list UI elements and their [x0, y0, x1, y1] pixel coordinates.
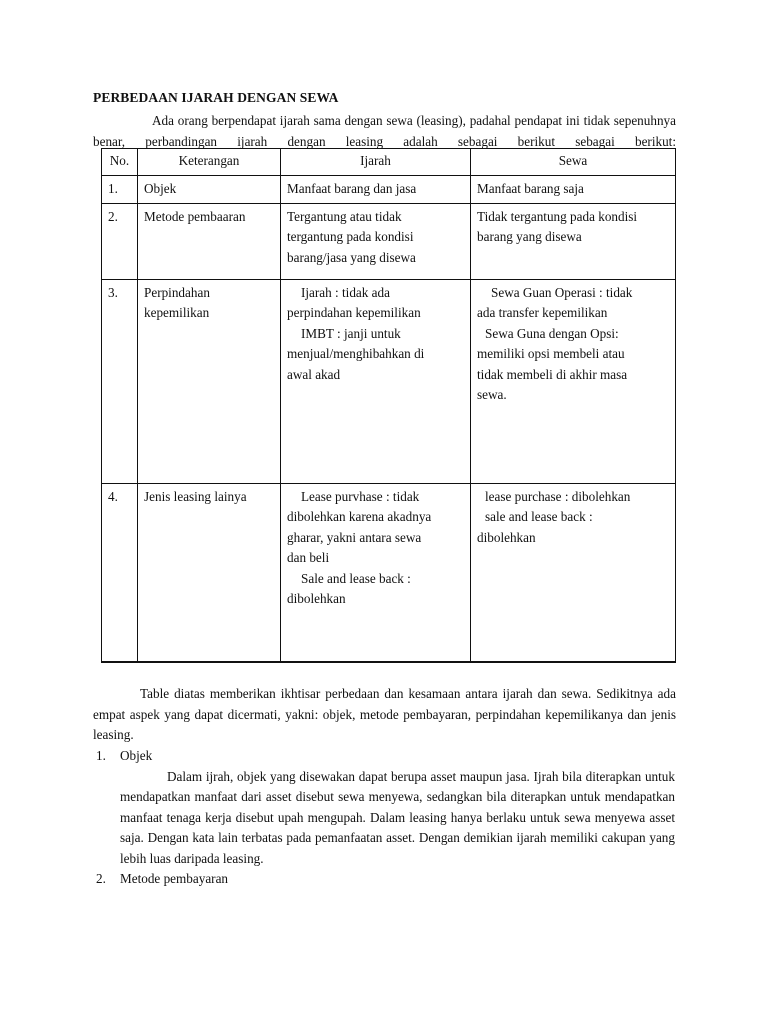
- cell-line: Lease purvhase : tidak: [301, 488, 420, 504]
- cell-keterangan: [138, 483, 281, 662]
- cell-line: dibolehkan: [477, 529, 536, 545]
- cell-sewa: [471, 175, 676, 203]
- cell-line: dibolehkan karena akadnya: [287, 509, 432, 524]
- cell-line: Metode pembaaran: [144, 208, 246, 224]
- summary-text: Table diatas memberikan ikhtisar perbedaan dan kesamaan antara ijarah dan sewa. Sedikitnya ada empat aspek yang dapat dicermati, yakni: objek, metode pembayaran, perpindahan kepemilikanya dan jenis leasing.: [93, 686, 676, 742]
- cell-line: Tergantung atau tidak: [287, 208, 402, 224]
- cell-line: kepemilikan: [144, 305, 210, 320]
- cell-line: sale and lease back :: [485, 509, 593, 524]
- cell-line: Sale and lease back :: [301, 570, 411, 586]
- page-title: PERBEDAAN IJARAH DENGAN SEWA: [93, 90, 339, 105]
- cell-line: Perpindahan: [144, 284, 210, 300]
- cell-no: 1.: [102, 175, 138, 203]
- cell-line: IMBT : janji untuk: [301, 325, 401, 341]
- cell-line: Manfaat barang saja: [477, 180, 584, 196]
- table-header-row: [102, 149, 676, 176]
- cell-line: tergantung pada kondisi: [287, 229, 414, 244]
- cell-line: Tidak tergantung pada kondisi: [477, 208, 638, 224]
- cell-ijarah: [281, 203, 471, 279]
- cell-line: awal akad: [287, 366, 341, 382]
- table-row: [102, 203, 676, 279]
- cell-ijarah: [281, 279, 471, 483]
- header-ijarah: Ijarah: [281, 149, 471, 176]
- cell-line: lease purchase : dibolehkan: [485, 488, 631, 504]
- intro-paragraph: [93, 111, 676, 152]
- cell-line: sewa.: [477, 387, 507, 402]
- cell-line: tidak membeli di akhir masa: [477, 366, 628, 382]
- cell-line: Objek: [144, 180, 177, 196]
- list-heading: Metode pembayaran: [120, 871, 229, 886]
- cell-line: Jenis leasing lainya: [144, 488, 247, 504]
- cell-keterangan: [138, 279, 281, 483]
- list-body-text: Dalam ijrah, objek yang disewakan dapat berupa asset maupun jasa. Ijrah bila diterapkan untuk mendapatkan manfaat dari asset disebut sewa menyewa, sedangkan bila diterapkan untuk mendapatkan manfaat tenaga kerja disebut upah mengupah. Dalam leasing hanya berlaku untuk sewa menyewa asset saja. Dengan kata lain terbatas pada pemanfaatan asset. Dengan demikian ijarah memiliki cakupan yang lebih luas daripada leasing.: [120, 768, 675, 866]
- cell-line: Ijarah : tidak ada: [301, 284, 390, 300]
- cell-line: menjual/menghibahkan di: [287, 346, 425, 361]
- cell-no: 3.: [102, 279, 138, 483]
- table-row: [102, 483, 676, 662]
- cell-line: ada transfer kepemilikan: [477, 305, 608, 320]
- list-number: 1.: [96, 748, 106, 763]
- cell-ijarah: [281, 483, 471, 662]
- cell-keterangan: [138, 203, 281, 279]
- cell-ijarah: [281, 175, 471, 203]
- cell-line: Sewa Guan Operasi : tidak: [491, 284, 633, 300]
- cell-line: barang/jasa yang disewa: [287, 249, 416, 265]
- cell-keterangan: [138, 175, 281, 203]
- cell-line: perpindahan kepemilikan: [287, 305, 421, 320]
- intro-text: Ada orang berpendapat ijarah sama dengan sewa (leasing), padahal pendapat ini tidak sepenuhnya benar, perbandingan ijarah dengan leasing adalah sebagai berikut sebagai berikut:: [93, 113, 676, 149]
- list-item: [96, 746, 676, 767]
- list-number: 2.: [96, 871, 106, 886]
- cell-no: 4.: [102, 483, 138, 662]
- list-body: [96, 767, 675, 870]
- numbered-list: [96, 746, 676, 890]
- cell-line: memiliki opsi membeli atau: [477, 346, 625, 361]
- cell-line: dibolehkan: [287, 591, 346, 606]
- list-item: [96, 869, 676, 890]
- comparison-table: [101, 148, 676, 663]
- cell-line: barang yang disewa: [477, 229, 582, 244]
- list-heading: Objek: [120, 748, 153, 763]
- summary-paragraph: [93, 684, 676, 746]
- header-no: No.: [102, 149, 138, 176]
- table-row: [102, 279, 676, 483]
- cell-line: gharar, yakni antara sewa: [287, 529, 422, 545]
- cell-sewa: [471, 203, 676, 279]
- cell-no: 2.: [102, 203, 138, 279]
- cell-sewa: [471, 279, 676, 483]
- cell-line: Manfaat barang dan jasa: [287, 180, 417, 196]
- cell-line: dan beli: [287, 550, 330, 565]
- table-row: [102, 175, 676, 203]
- cell-line: Sewa Guna dengan Opsi:: [485, 325, 619, 341]
- header-keterangan: Keterangan: [138, 149, 281, 176]
- cell-sewa: [471, 483, 676, 662]
- header-sewa: Sewa: [471, 149, 676, 176]
